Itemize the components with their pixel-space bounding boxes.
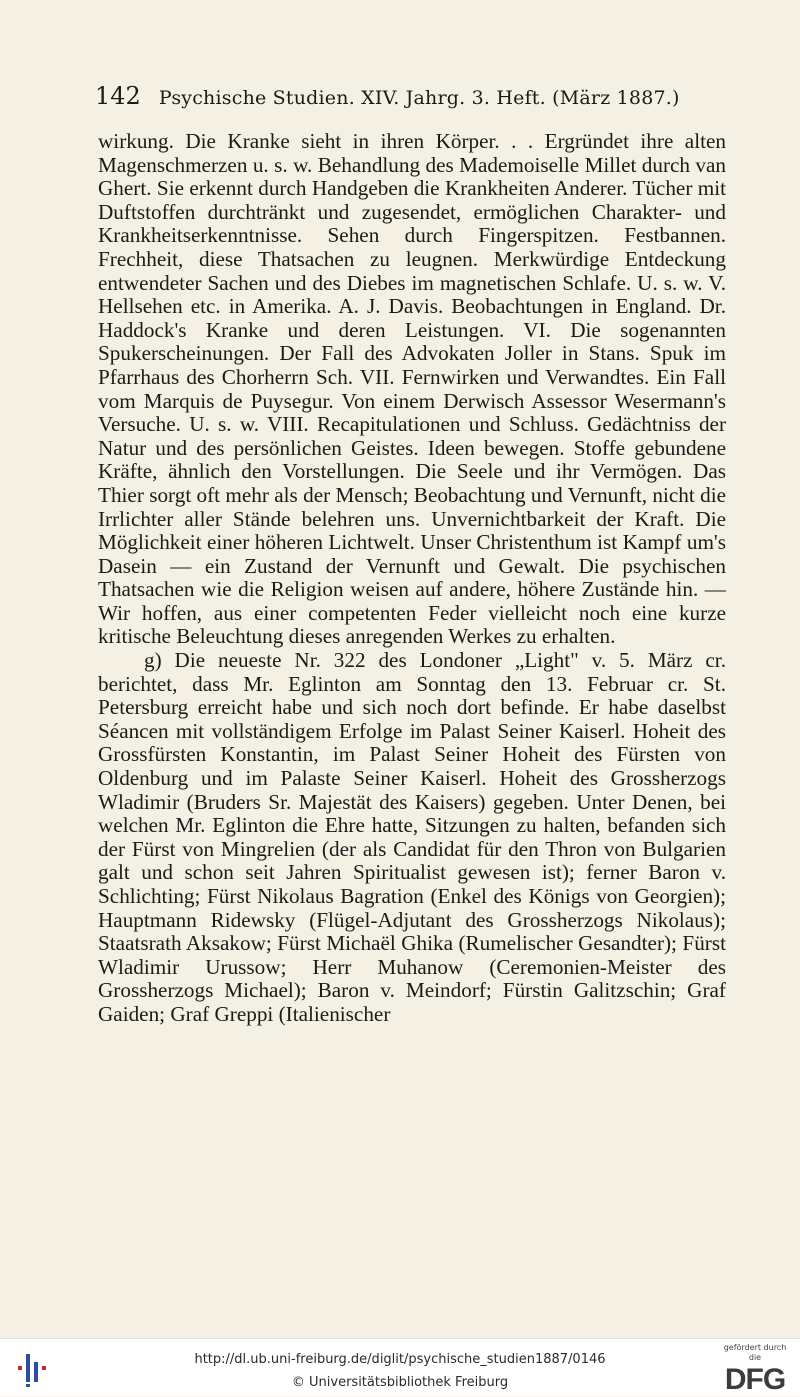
- running-title: Psychische Studien. XIV. Jahrg. 3. Heft. (März 1887.): [158, 87, 680, 109]
- page-number: 142: [95, 82, 141, 110]
- viewer-footer: [0, 1338, 800, 1396]
- paragraph-2: g) Die neueste Nr. 322 des Londoner „Light" v. 5. März cr. berichtet, dass Mr. Eglinton am Sonntag den 13. Februar cr. St. Petersburg erreicht habe und sich noch dort befinde. Er habe daselbst Séancen mit vollständigem Erfolge im Palast Seiner Kaiserl. Hoheit des Grossfürsten Konstantin, im Palast Seiner Hoheit des Fürsten von Oldenburg und im Palaste Seiner Kaiserl. Hoheit des Grossherzogs Wladimir (Bruders Sr. Majestät des Kaisers) gegeben. Unter Denen, bei welchen Mr. Eglinton die Ehre hatte, Sitzungen zu halten, befanden sich der Fürst von Mingrelien (der als Candidat für den Thron von Bulgarien galt und schon seit Jahren Spiritualist gewesen ist); ferner Baron v. Schlichting; Fürst Nikolaus Bagration (Enkel des Königs von Georgien); Hauptmann Ridewsky (Flügel-Adjutant des Grossherzogs Nikolaus); Staatsrath Aksakow; Fürst Michaël Ghika (Rumelischer Gesandter); Fürst Wladimir Urussow; Herr Muhanow (Ceremonien-Meister des Grossherzogs Michael); Baron v. Meindorf; Fürstin Galitzschin; Graf Gaiden; Graf Greppi (Italienischer: [98, 648, 726, 1026]
- page-header: [95, 82, 727, 116]
- dfg-logo: [720, 1343, 790, 1396]
- body-text: [98, 130, 726, 1027]
- paragraph-1: wirkung. Die Kranke sieht in ihren Körper. . . Ergründet ihre alten Magenschmerzen u. s. w. Behandlung des Mademoiselle Millet durch van Ghert. Sie erkennt durch Handgeben die Krankheiten Anderer. Tücher mit Duftstoffen durchtränkt und zugesendet, ermöglichen Charakter- und Krankheitserkenntnisse. Sehen durch Fingerspitzen. Festbannen. Frechheit, diese Thatsachen zu leugnen. Merkwürdige Entdeckung entwendeter Sachen und des Diebes im magnetischen Schlafe. U. s. w. V. Hellsehen etc. in Amerika. A. J. Davis. Beobachtungen in England. Dr. Haddock's Kranke und deren Leistungen. VI. Die sogenannten Spukerscheinungen. Der Fall des Advokaten Joller in Stans. Spuk im Pfarrhaus des Chorherrn Sch. VII. Fernwirken und Verwandtes. Ein Fall vom Marquis de Puysegur. Von einem Derwisch Assessor Wesermann's Versuche. U. s. w. VIII. Recapitulationen und Schluss. Gedächtniss der Natur und des persönlichen Geistes. Ideen bewegen. Stoffe gebundene Kräfte, ähnlich den Vorstellungen. Die Seele und ihr Vermögen. Das Thier sorgt oft mehr als der Mensch; Beobachtung und Vernunft, nicht die Irrlichter aller Stände belehren uns. Unvernichtbarkeit der Kraft. Die Möglichkeit einer höheren Lichtwelt. Unser Christenthum ist Kampf um's Dasein — ein Zustand der Vernunft und Gewalt. Die psychischen Thatsachen wie die Religion weisen auf andere, höhere Zustände hin. — Wir hoffen, aus einer competenten Feder vielleicht noch eine kurze kritische Beleuchtung dieses anregenden Werkes zu erhalten.: [98, 129, 726, 649]
- document-url[interactable]: http://dl.ub.uni-freiburg.de/diglit/psychische_studien1887/0146: [194, 1352, 606, 1367]
- copyright-notice: © Universitätsbibliothek Freiburg: [291, 1375, 509, 1390]
- dfg-logo-text: DFG: [724, 1363, 786, 1396]
- funding-note: gefördert durch die: [723, 1343, 787, 1362]
